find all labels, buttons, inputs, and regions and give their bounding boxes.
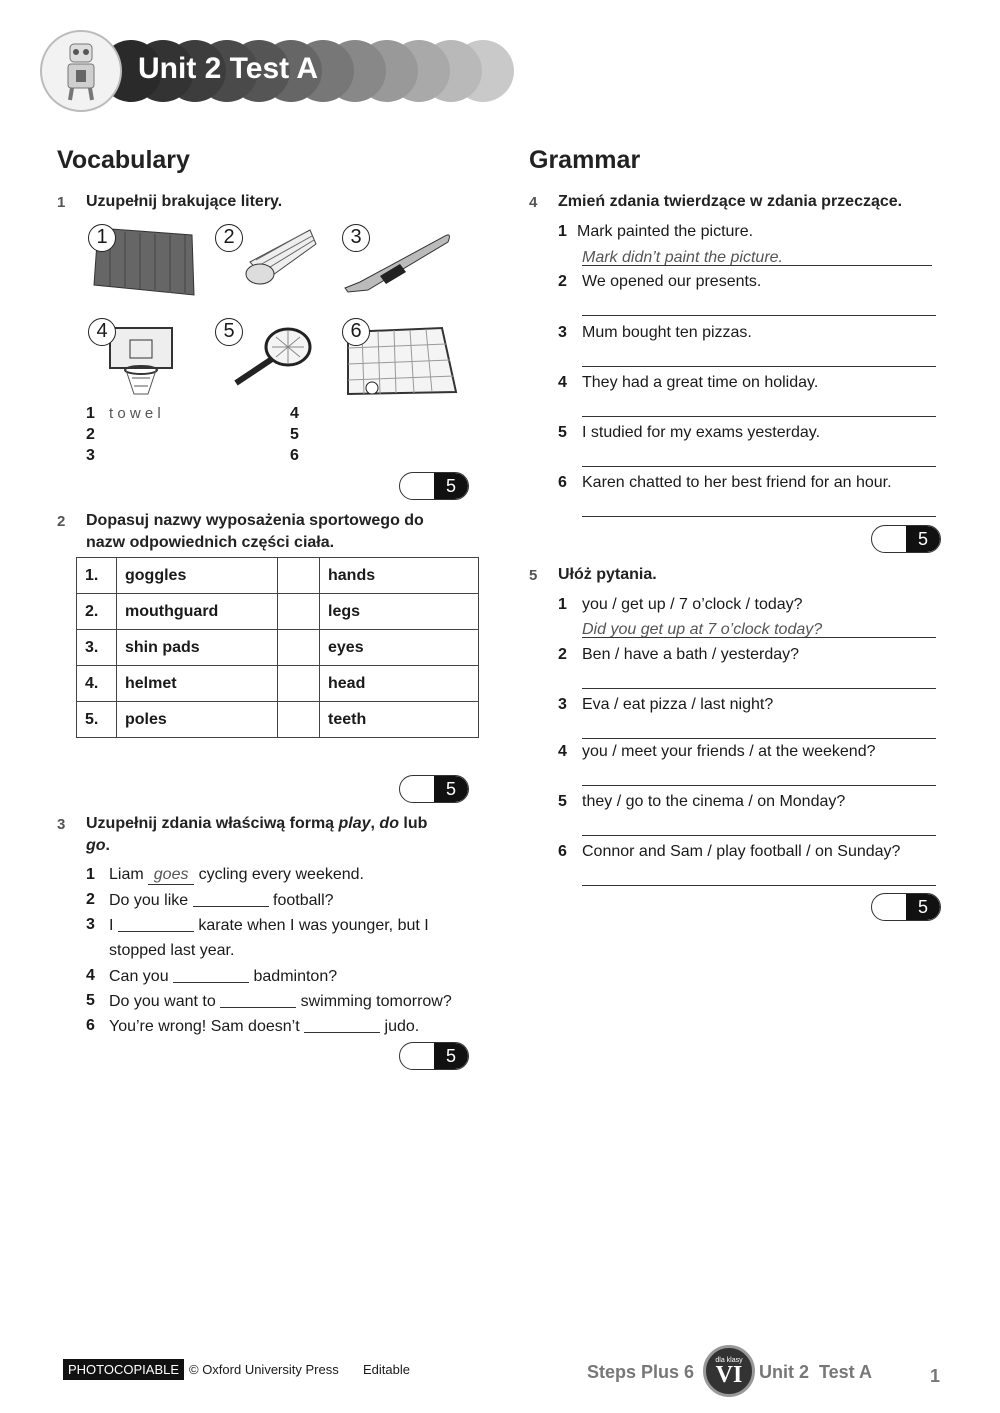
body-part-cell: hands [320, 558, 479, 594]
photocopiable-label: PHOTOCOPIABLE [63, 1359, 184, 1380]
question-instruction: nazw odpowiednich części ciała. [86, 534, 335, 551]
sentence: Liam goes cycling every weekend. [109, 866, 364, 883]
question-instruction: Dopasuj nazwy wyposażenia sportowego do [86, 512, 424, 529]
answer-line[interactable] [582, 688, 936, 689]
answer-line[interactable] [582, 366, 936, 367]
sentence: they / go to the cinema / on Monday? [582, 793, 846, 810]
vocabulary-heading: Vocabulary [57, 146, 190, 174]
answer-blank[interactable] [118, 916, 194, 932]
picture-number: 5 [215, 318, 243, 346]
picture-number: 4 [88, 318, 116, 346]
item-number: 2 [558, 273, 567, 290]
answer-example: Mark didn’t paint the picture. [582, 249, 783, 266]
item-number: 4 [290, 405, 299, 422]
answer-blank[interactable] [173, 967, 249, 983]
score-box[interactable] [399, 472, 469, 500]
answer-line[interactable] [582, 738, 936, 739]
answer-line[interactable] [582, 516, 936, 517]
item-number: 5 [558, 424, 567, 441]
item-number: 4 [558, 374, 567, 391]
answer-line[interactable] [582, 835, 936, 836]
answer-cell[interactable] [278, 594, 320, 630]
copyright-text: © Oxford University Press [189, 1362, 339, 1377]
picture-number: 3 [342, 224, 370, 252]
badge-small-text: dla klasy [715, 1357, 743, 1364]
table-row [77, 630, 479, 666]
editable-label: Editable [363, 1362, 410, 1377]
row-number: 2. [77, 594, 117, 630]
row-number: 5. [77, 702, 117, 738]
score-box[interactable] [871, 893, 941, 921]
answer-line[interactable] [582, 466, 936, 467]
table-row [77, 702, 479, 738]
body-part-cell: teeth [320, 702, 479, 738]
equipment-cell: poles [117, 702, 278, 738]
sentence: I karate when I was younger, but I [109, 917, 429, 934]
item-number: 3 [558, 324, 567, 341]
question-instruction: Uzupełnij zdania właściwą formą play, do lub go. [86, 815, 428, 854]
score-max: 5 [906, 894, 940, 920]
body-part-cell: head [320, 666, 479, 702]
page-number: 1 [930, 1366, 941, 1386]
answer-cell[interactable] [278, 666, 320, 702]
level-badge [703, 1345, 755, 1397]
answer-cell[interactable] [278, 702, 320, 738]
item-number: 6 [86, 1017, 95, 1034]
row-number: 1. [77, 558, 117, 594]
equipment-cell: goggles [117, 558, 278, 594]
answer-text: t o w e l [109, 405, 161, 422]
sentence: you / get up / 7 o’clock / today? [582, 596, 803, 613]
answer-line[interactable] [582, 885, 936, 886]
page-title: Unit 2 Test A [138, 52, 319, 85]
book-title: Steps Plus 6 [587, 1362, 695, 1382]
sentence: We opened our presents. [582, 273, 762, 290]
sentence: You’re wrong! Sam doesn’t judo. [109, 1018, 420, 1035]
unit-label: Unit 2 Test A [759, 1362, 873, 1382]
sentence: Can you badminton? [109, 968, 338, 985]
body-part-cell: legs [320, 594, 479, 630]
answer-cell[interactable] [278, 630, 320, 666]
question-instruction: Uzupełnij brakujące litery. [86, 193, 283, 210]
question-instruction: Ułóż pytania. [558, 566, 657, 583]
item-number: 1 [86, 866, 95, 883]
item-number: 6 [558, 843, 567, 860]
sentence: Mark painted the picture. [577, 223, 754, 240]
item-number: 3 [86, 447, 95, 464]
item-number: 2 [86, 891, 95, 908]
item-number: 6 [558, 474, 567, 491]
item-number: 4 [86, 967, 95, 984]
score-box[interactable] [399, 775, 469, 803]
equipment-cell: shin pads [117, 630, 278, 666]
robot-logo [40, 30, 122, 112]
table-row [77, 666, 479, 702]
table-row [77, 594, 479, 630]
answer-blank[interactable] [193, 891, 269, 907]
item-number: 4 [558, 743, 567, 760]
answer-line[interactable] [582, 265, 932, 266]
score-max: 5 [434, 473, 468, 499]
table-row [77, 558, 479, 594]
sentence: Connor and Sam / play football / on Sunday? [582, 843, 901, 860]
item-number: 2 [558, 646, 567, 663]
answer-line[interactable] [582, 785, 936, 786]
item-number: 3 [558, 696, 567, 713]
picture-number: 2 [215, 224, 243, 252]
item-number: 5 [558, 793, 567, 810]
item-number: 1 [558, 596, 567, 613]
item-number: 6 [290, 447, 299, 464]
sentence: Do you want to swimming tomorrow? [109, 993, 452, 1010]
equipment-cell: mouthguard [117, 594, 278, 630]
sentence: Karen chatted to her best friend for an hour. [582, 474, 892, 491]
row-number: 4. [77, 666, 117, 702]
item-number: 5 [290, 426, 299, 443]
question-number: 5 [529, 567, 538, 584]
item-number: 5 [86, 992, 95, 1009]
answer-cell[interactable] [278, 558, 320, 594]
item-number: 3 [86, 916, 95, 933]
answer-input[interactable] [109, 405, 161, 422]
item-number: 1 [86, 405, 95, 422]
badge-roman: VI [715, 1362, 743, 1388]
question-number: 3 [57, 816, 66, 833]
answer-blank[interactable] [220, 992, 296, 1008]
answer-example: goes [148, 866, 194, 885]
row-number: 3. [77, 630, 117, 666]
question-number: 4 [529, 194, 538, 211]
sentence: you / meet your friends / at the weekend? [582, 743, 876, 760]
score-max: 5 [434, 776, 468, 802]
answer-line[interactable] [582, 416, 936, 417]
answer-line[interactable] [582, 315, 936, 316]
sentence: They had a great time on holiday. [582, 374, 819, 391]
sentence: Mum bought ten pizzas. [582, 324, 752, 341]
picture-number: 6 [342, 318, 370, 346]
score-box[interactable] [871, 525, 941, 553]
answer-example: Did you get up at 7 o’clock today? [582, 621, 823, 638]
score-max: 5 [434, 1043, 468, 1069]
item-number: 1 [558, 223, 567, 240]
sentence: Eva / eat pizza / last night? [582, 696, 774, 713]
question-number: 2 [57, 513, 66, 530]
sentence: I studied for my exams yesterday. [582, 424, 821, 441]
matching-table [76, 557, 479, 738]
picture-number: 1 [88, 224, 116, 252]
sentence: Ben / have a bath / yesterday? [582, 646, 800, 663]
question-number: 1 [57, 194, 66, 211]
question-instruction: Zmień zdania twierdzące w zdania przeczące. [558, 193, 903, 210]
answer-line[interactable] [582, 637, 936, 638]
score-max: 5 [906, 526, 940, 552]
body-part-cell: eyes [320, 630, 479, 666]
item-number: 2 [86, 426, 95, 443]
shuttlecock-picture [240, 222, 320, 297]
grammar-heading: Grammar [529, 146, 641, 174]
score-box[interactable] [399, 1042, 469, 1070]
sentence: Do you like football? [109, 892, 334, 909]
equipment-cell: helmet [117, 666, 278, 702]
sentence-continued: stopped last year. [109, 942, 235, 959]
answer-blank[interactable] [304, 1017, 380, 1033]
